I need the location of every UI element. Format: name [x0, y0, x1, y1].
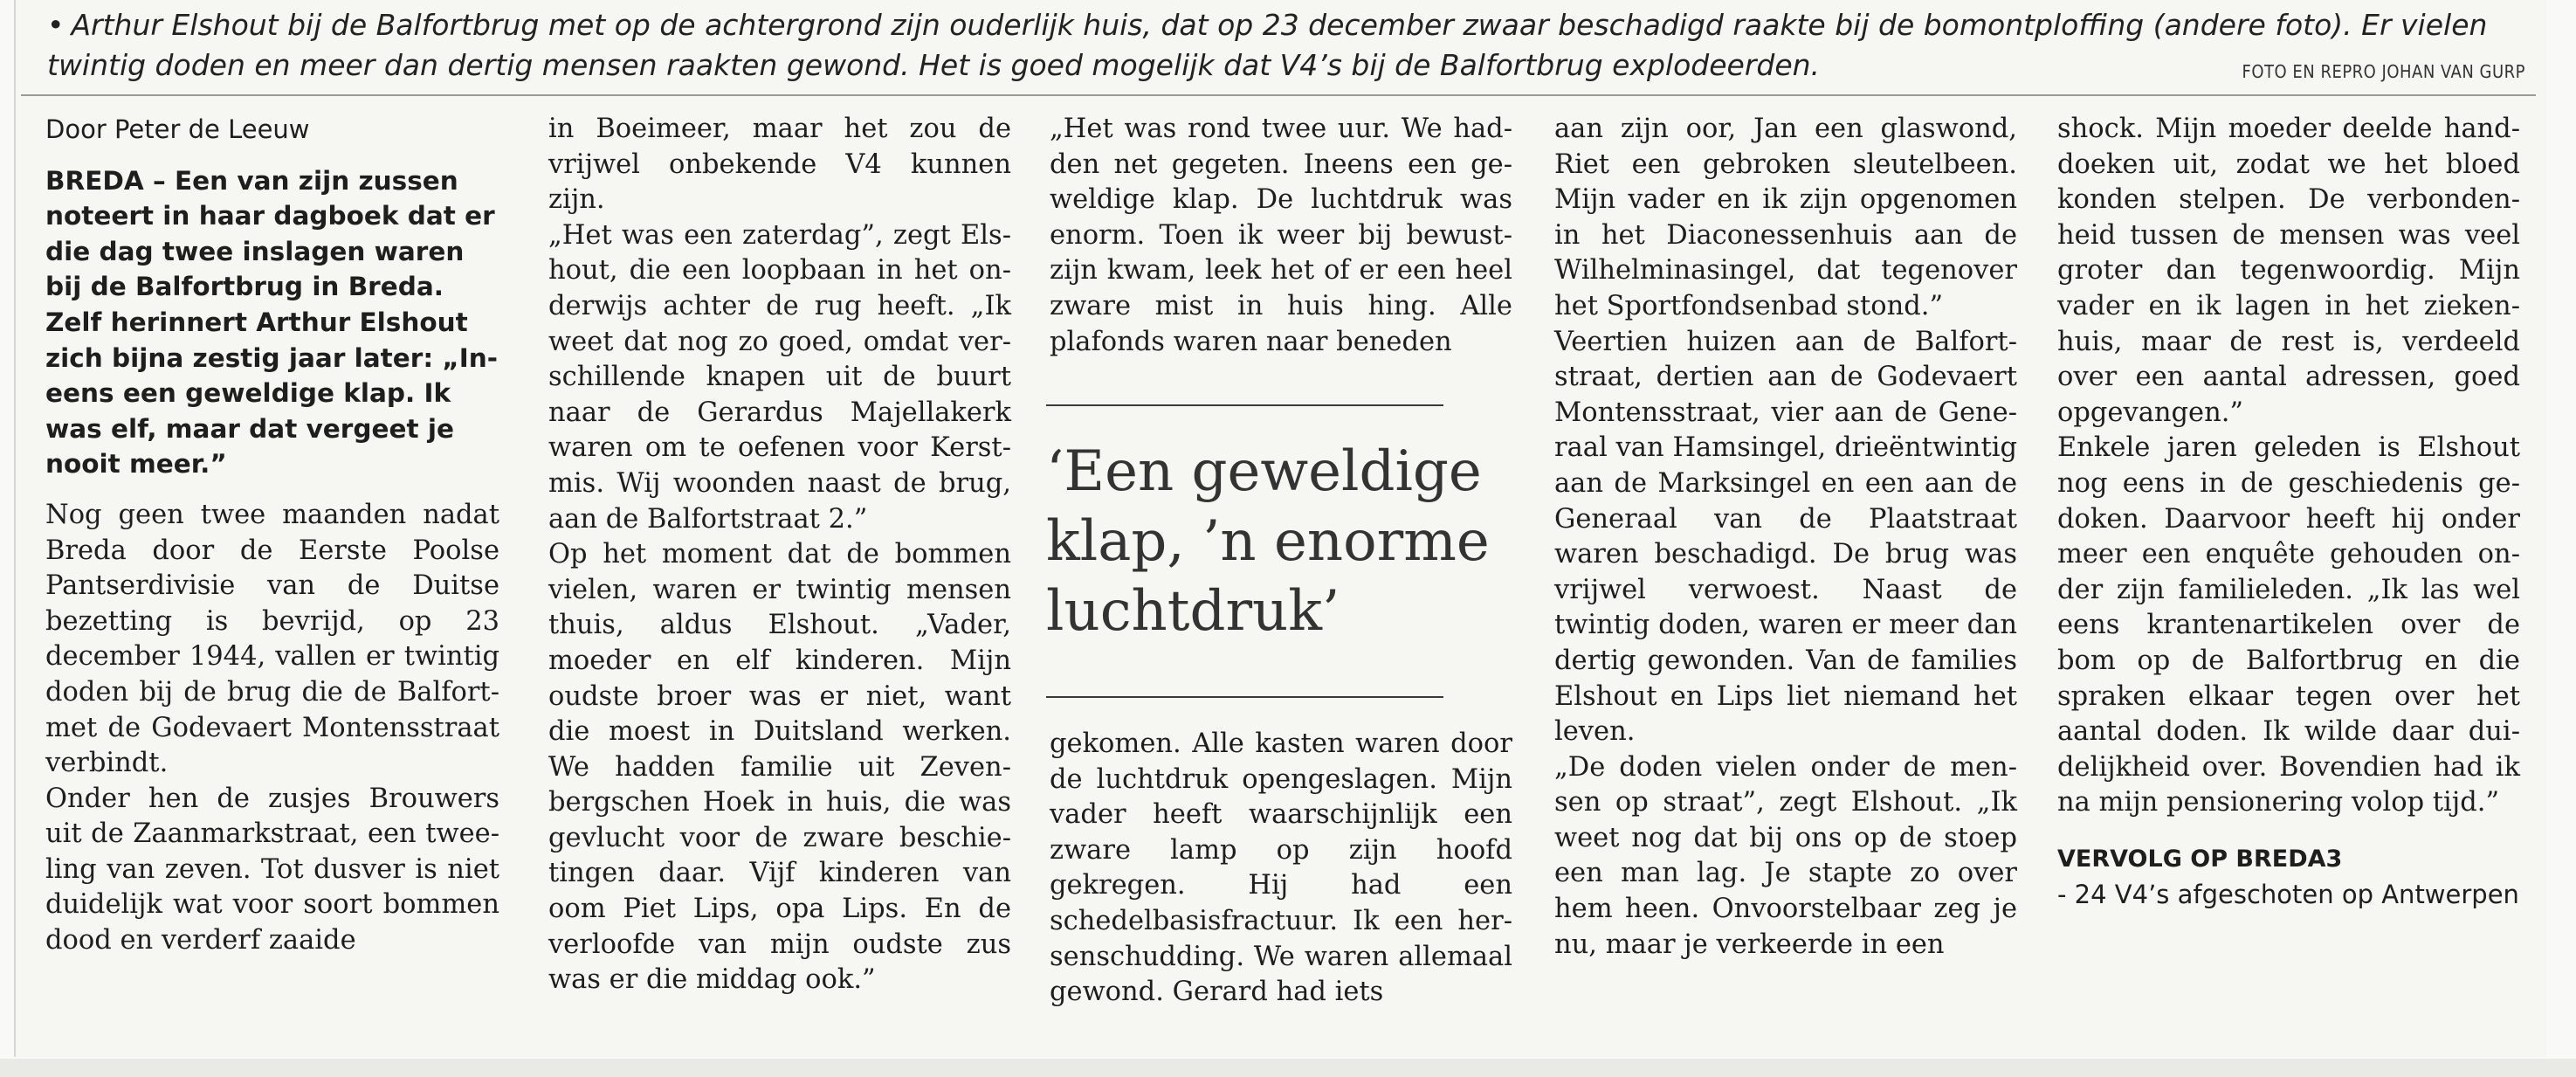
column-1	[45, 112, 499, 959]
lede-paragraph: BREDA – Een van zijn zussen noteert in haar dagboek dat er die dag twee inslagen waren bij de Balfortbrug in Breda. Zelf herinnert Arthur Elshout zich bijna zestig jaar later: „Ineens een geweldige klap. Ik was elf, maar dat vergeet je nooit meer.”	[45, 165, 498, 480]
related-article: - 24 V4’s afgeschoten op Antwerpen	[2057, 880, 2519, 910]
pullquote: ‘Een geweldige klap, ’n enorme luchtdruk’	[1046, 439, 1490, 644]
column-3-bottom	[1050, 727, 1512, 1011]
caption-text: Arthur Elshout bij de Balfortbrug met op de achtergrond zijn ouderlijk huis, dat op 23 december zwaar beschadigd raakte bij de bomontploffing (andere foto). Er vielen twintig doden en meer dan dertig mensen raakten gewond. Het is goed mogelijk dat V4’s bij de Balfortbrug explodeerden.	[47, 8, 2488, 82]
paragraph: shock. Mijn moeder deelde handdoeken uit, zodat we het bloed konden stelpen. De verbondenheid tussen de mensen was veel groter dan tegenwoordig. Mijn vader en ik lagen in het ziekenhuis, maar de rest is, verdeeld over een aantal adressen, goed opgevangen.”	[2057, 114, 2520, 428]
paragraph: Op het moment dat de bommen vielen, waren er twintig mensen thuis, aldus Elshout. „Vader, moeder en elf kinderen. Mijn oudste broer was er niet, want die moest in Duitsland werken. We hadden familie uit Zevenbergschen Hoek in huis, die was gevlucht voor de zware beschietingen daar. Vijf kinderen van oom Piet Lips, opa Lips. En de verloofde van mijn oudste zus was er die middag ook.”	[548, 539, 1011, 996]
paragraph: „Het was rond twee uur. We hadden net gegeten. Ineens een geweldige klap. De luchtdruk was enorm. Toen ik weer bij bewustzijn kwam, leek het of er een heel zware mist in huis hing. Alle plafonds waren naar beneden	[1050, 114, 1512, 357]
bullet-icon: •	[47, 8, 65, 42]
paragraph: in Boeimeer, maar het zou de vrijwel onbekende V4 kunnen zijn.	[548, 114, 1011, 216]
column-3-top	[1050, 112, 1512, 360]
paragraph: Veertien huizen aan de Balfortstraat, dertien aan de Godevaert Montensstraat, vier aan de Generaal van Hamsingel, drieëntwintig aan de Marksingel en een aan de Generaal van de Plaatstraat waren beschadigd. De brug was vrijwel verwoest. Naast de twintig doden, waren er meer dan dertig gewonden. Van de families Elshout en Lips liet niemand het leven.	[1554, 326, 2017, 748]
pullquote-rule-top	[1046, 404, 1443, 406]
paragraph: aan zijn oor, Jan een glaswond, Riet een gebroken sleutelbeen. Mijn vader en ik zijn opgenomen in het Diaconessenhuis aan de Wilhelminasingel, dat tegenover het Sportfondsenbad stond.”	[1554, 114, 2017, 321]
paragraph: „Het was een zaterdag”, zegt Elshout, die een loopbaan in het onderwijs achter de rug heeft. „Ik weet dat nog zo goed, omdat verschillende knapen uit de buurt naar de Gerardus Majellakerk waren om te oefenen voor Kerstmis. Wij woonden naast de brug, aan de Balfortstraat 2.”	[548, 219, 1011, 535]
paragraph: Onder hen de zusjes Brouwers uit de Zaanmarkstraat, een tweeling van zeven. Tot dusver is niet duidelijk wat voor soort bommen dood en verderf zaaide	[45, 783, 499, 956]
pullquote-rule-bottom	[1046, 696, 1443, 698]
paragraph: „De doden vielen onder de mensen op straat”, zegt Elshout. „Ik weet nog dat bij ons op de stoep een man lag. Je stapte zo over hem heen. Onvoorstelbaar zeg je nu, maar je verkeerde in een	[1554, 751, 2017, 960]
paragraph: Nog geen twee maanden nadat Breda door de Eerste Poolse Pantserdivisie van de Duitse bezetting is bevrijd, op 23 december 1944, vallen er twintig doden bij de brug die de Balfort- met de Godevaert Montensstraat verbindt.	[45, 499, 499, 779]
continued-label: VERVOLG OP BREDA3	[2057, 845, 2343, 873]
byline: Door Peter de Leeuw	[45, 114, 310, 144]
column-5	[2057, 112, 2520, 913]
caption-divider	[21, 94, 2536, 96]
photo-credit: FOTO EN REPRO JOHAN VAN GURP	[2242, 61, 2525, 82]
column-2	[548, 112, 1011, 998]
photo-caption	[47, 5, 2545, 86]
scan-edge	[0, 1059, 2576, 1077]
paragraph: Enkele jaren geleden is Elshout nog eens in de geschiedenis gedoken. Daarvoor heeft hij onder meer een enquête gehouden onder zijn familieleden. „Ik las wel eens krantenartikelen over de bom op de Balfortbrug en die spraken elkaar tegen over het aantal doden. Ik wilde daar duidelijkheid over. Bovendien had ik na mijn pensionering volop tijd.”	[2057, 432, 2520, 818]
paragraph: gekomen. Alle kasten waren door de luchtdruk opengeslagen. Mijn vader heeft waarschijnlijk een zware lamp op zijn hoofd gekregen. Hij had een schedelbasisfractuur. Ik een hersenschudding. We waren allemaal gewond. Gerard had iets	[1050, 728, 1512, 1008]
column-4	[1554, 112, 2017, 963]
